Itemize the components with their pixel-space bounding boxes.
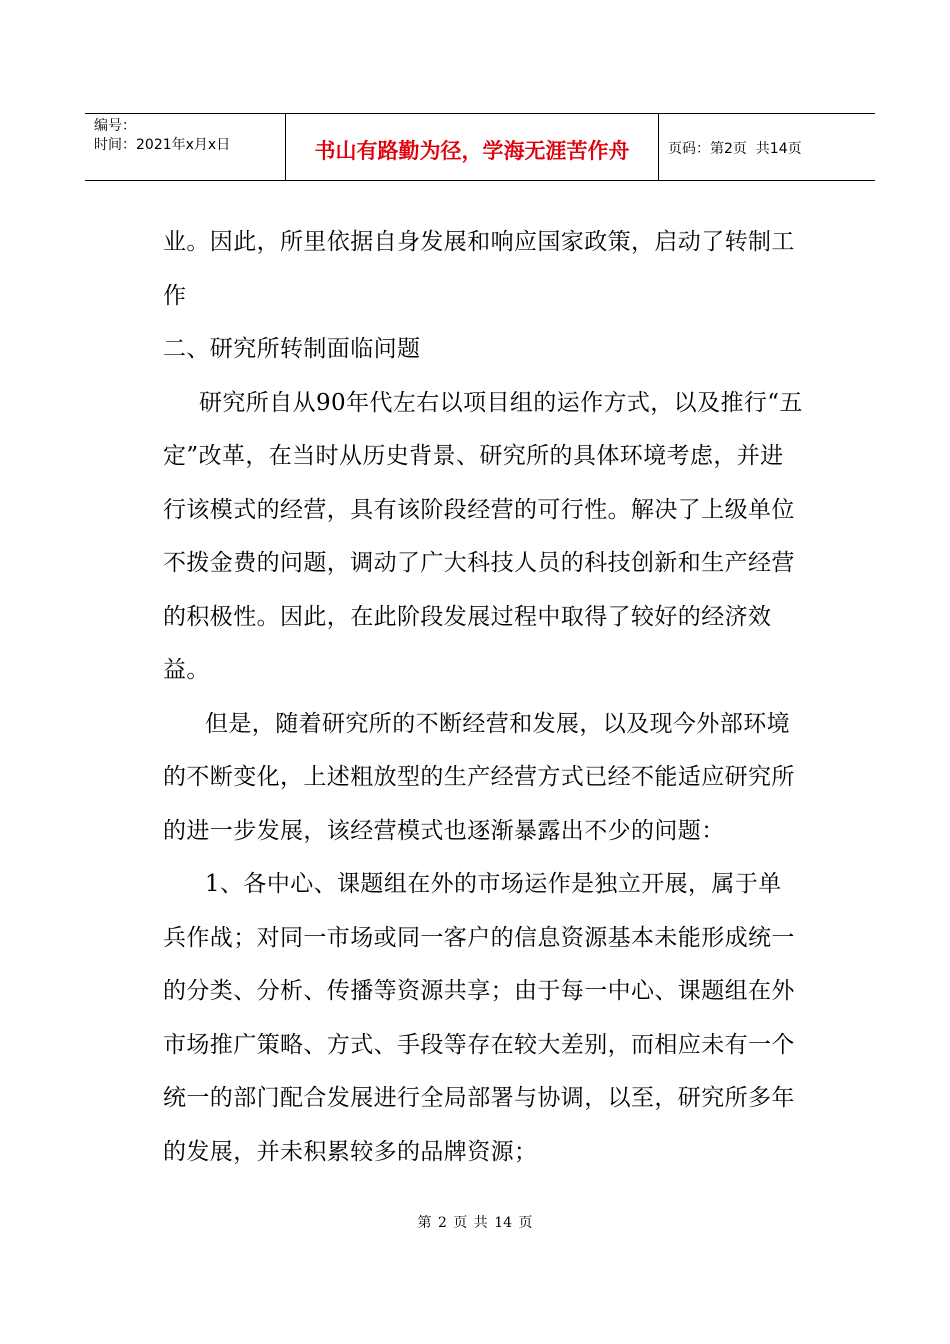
section-heading: 二、研究所转制面临问题 bbox=[163, 336, 421, 362]
header-page-info bbox=[659, 114, 875, 180]
paragraph-3: 但是，随着研究所的不断经营和发展，以及现今外部环境的不断变化，上述粗放型的生产经营方式已经不能适应研究所的进一步发展，该经营模式也逐渐暴露出不少的问题： bbox=[163, 710, 795, 844]
body-text bbox=[163, 216, 803, 1179]
header-meta bbox=[85, 114, 285, 180]
page-footer bbox=[0, 1212, 950, 1232]
footer-page-number: 第 2 页 共 14 页 bbox=[417, 1215, 533, 1231]
page-info-text: 页码：第2页 共14页 bbox=[668, 141, 802, 157]
number-label: 编号： bbox=[94, 118, 136, 134]
page-header bbox=[85, 113, 875, 181]
header-motto bbox=[285, 114, 659, 180]
paragraph-1: 业。因此，所里依据自身发展和响应国家政策，启动了转制工作 bbox=[163, 229, 795, 309]
motto-text: 书山有路勤为径，学海无涯苦作舟 bbox=[314, 139, 630, 163]
paragraph-2: 研究所自从90年代左右以项目组的运作方式，以及推行“五定”改革，在当时从历史背景、研究所的具体环境考虑，并进行该模式的经营，具有该阶段经营的可行性。解决了上级单位不拨金费的问题，调动了广大科技人员的科技创新和生产经营的积极性。因此，在此阶段发展过程中取得了较好的经济效益。 bbox=[163, 389, 803, 683]
time-label: 时间：2021年x月x日 bbox=[94, 137, 231, 153]
paragraph-4: 1、各中心、课题组在外的市场运作是独立开展，属于单兵作战；对同一市场或同一客户的信息资源基本未能形成统一的分类、分析、传播等资源共享；由于每一中心、课题组在外市场推广策略、方式、手段等存在较大差别，而相应未有一个统一的部门配合发展进行全局部署与协调，以至，研究所多年的发展，并未积累较多的品牌资源； bbox=[163, 871, 795, 1165]
